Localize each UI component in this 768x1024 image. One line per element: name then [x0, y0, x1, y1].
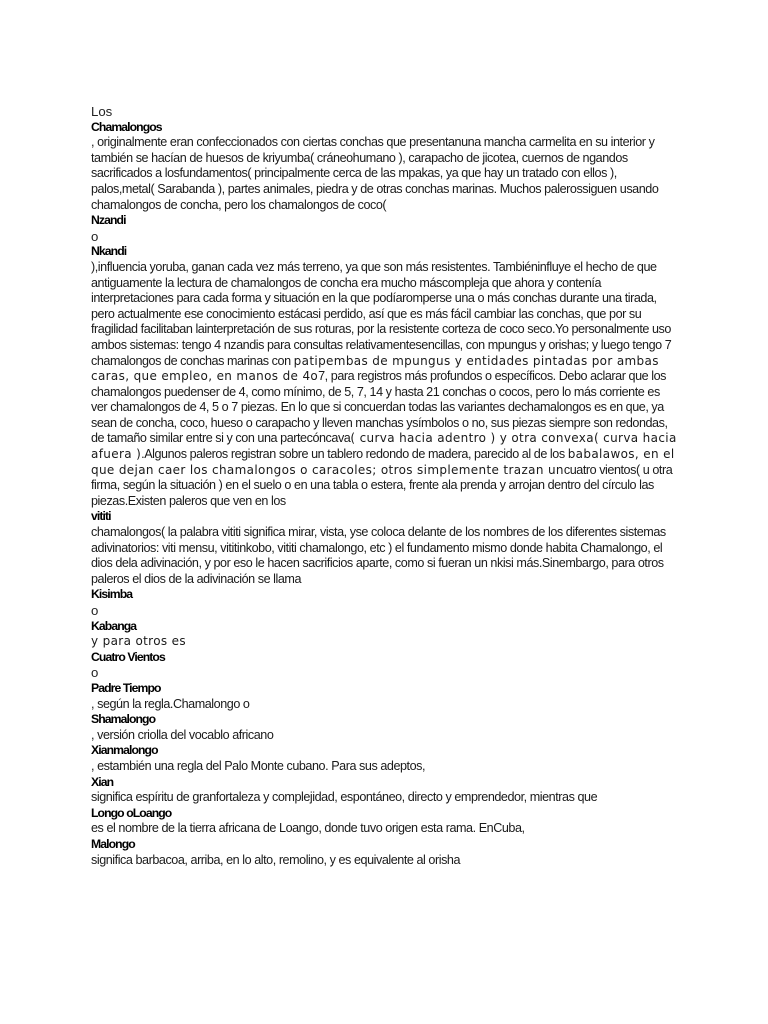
body-line: chamalongos( la palabra vititi significa mirar, vista, yse coloca delante de los nombres de los diferentes sistemas [91, 525, 666, 540]
term-heading: Nkandi [91, 244, 127, 259]
body-line: chamalongos puedenser de 4, como mínimo, de 5, 7, 14 y hasta 21 conchas o cocos, pero lo más corriente es [91, 384, 660, 399]
body-line: interpretaciones para cada forma y situación en la que podíaromperse una o más conchas durante una tirada, [91, 291, 657, 306]
body-line: chamalongos de concha, pero los chamalongos de coco( [91, 197, 387, 212]
term-heading: Xian [91, 774, 114, 789]
body-line: antiguamente la lectura de chamalongos de concha era mucho máscompleja que ahora y contenía [91, 275, 602, 290]
body-line: es el nombre de la tierra africana de Loango, donde tuvo origen esta rama. EnCuba, [91, 821, 525, 836]
body-line [91, 369, 671, 385]
text-run: cuatro vientos( u otra [563, 462, 673, 477]
term-heading: Xianmalongo [91, 743, 158, 758]
document-page [91, 104, 677, 868]
body-line: ver chamalongos de 4, 5 o 7 piezas. En lo que si concuerdan todas las variantes dechamalongos es en que, ya [91, 400, 664, 415]
body-line: palos,metal( Sarabanda ), partes animales, piedra y de otras conchas marinas. Muchos palerossiguen usando [91, 181, 659, 196]
body-line: paleros el dios de la adivinación se llama [91, 571, 302, 586]
term-heading: Kabanga [91, 618, 137, 633]
text-run: que dejan caer los chamalongos o caracoles; otros simplemente trazan un [91, 462, 564, 477]
body-line: pero actualmente ese conocimiento estácasi perdido, así que es más fácil cambiar las conchas, que por su [91, 306, 642, 321]
connector-text: Los [91, 104, 113, 119]
body-line: ),influencia yoruba, ganan cada vez más terreno, ya que son más resistentes. Tambiéninfluye el hecho de que [91, 259, 657, 274]
body-line: , originalmente eran confeccionados con ciertas conchas que presentanuna mancha carmelita en su interior y [91, 135, 655, 150]
body-line: ambos sistemas: tengo 4 nzandis para consultas relativamentesencillas, con mpungus y orishas; y luego tengo 7 [91, 337, 672, 352]
body-line: sacrificados a losfundamentos( principalmente cerca de las mpakas, ya que hay un tratado con ellos ), [91, 166, 617, 181]
text-run: babalawos, en el [567, 447, 675, 462]
body-line [91, 354, 671, 370]
body-line: , según la regla.Chamalongo o [91, 696, 250, 711]
text-run: ( curva hacia adentro ) y otra convexa( curva hacia [350, 431, 677, 446]
body-line: significa barbacoa, arriba, en lo alto, remolino, y es equivalente al orisha [91, 852, 461, 867]
body-line: también se hacían de huesos de kriyumba( cráneohumano ), carapacho de jicotea, cuernos de ngandos [91, 150, 628, 165]
body-line: fragilidad facilitaban lainterpretación de sus roturas, por la resistente corteza de coco seco.Yo personalmente uso [91, 322, 671, 337]
text-run: chamalongos de conchas marinas con [91, 353, 294, 368]
text-run: de tamaño similar entre si y con una partecóncava [91, 431, 351, 446]
body-line: , versión criolla del vocablo africano [91, 727, 274, 742]
body-line: y para otros es [91, 634, 186, 649]
body-line [91, 431, 677, 447]
term-heading: Malongo [91, 836, 135, 851]
text-run: .Algunos paleros registran sobre un tablero redondo de madera, parecido al de los [141, 447, 568, 462]
body-line: piezas.Existen paleros que ven en los [91, 493, 286, 508]
term-heading: Shamalongo [91, 712, 156, 727]
body-line: firma, según la situación ) en el suelo o en una tabla o estera, frente ala prenda y arrojan dentro del círculo las [91, 478, 654, 493]
body-line: significa espíritu de granfortaleza y complejidad, espontáneo, directo y emprendedor, mientras que [91, 790, 598, 805]
term-heading: Nzandi [91, 213, 126, 228]
term-heading: Kisimba [91, 587, 133, 602]
text-run: afuera ) [91, 447, 142, 462]
term-heading: Cuatro Vientos [91, 649, 165, 664]
text-run: patipembas de mpungus y entidades pintadas por ambas [293, 353, 659, 368]
term-heading: Longo oLoango [91, 805, 172, 820]
body-line: dios dela adivinación, y por eso le hacen sacrificios aparte, como si fueran un nkisi más.Sinembargo, para otros [91, 556, 664, 571]
body-line: , estambién una regla del Palo Monte cubano. Para sus adeptos, [91, 758, 426, 773]
body-line [91, 463, 671, 479]
text-run: caras, que empleo, en manos de 4o [91, 369, 319, 384]
term-heading: Chamalongos [91, 119, 162, 134]
body-line [91, 447, 675, 463]
body-line: adivinatorios: viti mensu, vititinkobo, vititi chamalongo, etc ) el fundamento mismo donde habita Chamalongo, el [91, 540, 663, 555]
connector-text: o [91, 228, 99, 244]
text-run: 7, para registros más profundos o específicos. Debo aclarar que los [318, 369, 666, 384]
connector-text: o [91, 665, 99, 681]
connector-text: o [91, 603, 99, 618]
body-line: sean de concha, coco, hueso o carapacho y lleven manchas ysímbolos o no, sus piezas siempre son redondas, [91, 415, 668, 430]
term-heading: Padre Tiempo [91, 680, 161, 695]
term-heading: vititi [91, 509, 111, 524]
